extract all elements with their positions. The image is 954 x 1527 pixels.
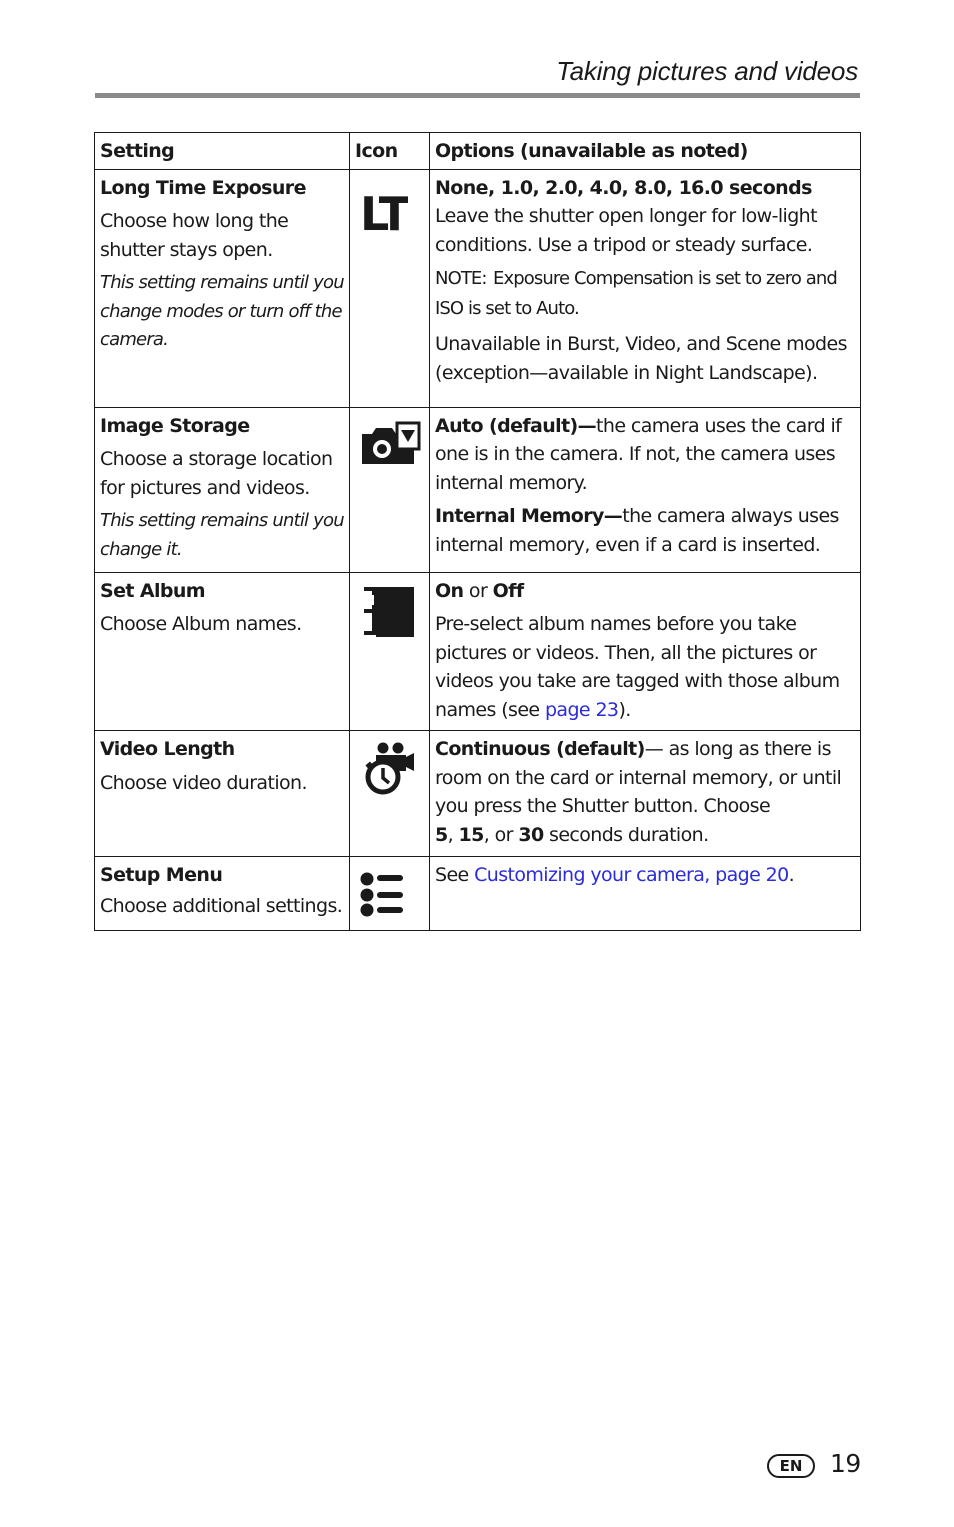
- settings-table: [94, 132, 861, 931]
- duration-15: 15: [458, 823, 484, 846]
- duration-5: 5: [435, 823, 448, 846]
- option-internal-memory-label: Internal Memory—: [435, 505, 623, 527]
- option-continuous: [435, 735, 855, 821]
- setting-description: Choose video duration.: [100, 771, 307, 794]
- setting-cell: [95, 169, 350, 407]
- icon-cell: [350, 857, 430, 931]
- option-durations: [435, 821, 855, 850]
- duration-sep-2: , or: [483, 823, 519, 846]
- setting-cell: [95, 731, 350, 857]
- option-continuous-label: Continuous (default): [435, 738, 645, 760]
- header-rule: [95, 93, 860, 98]
- setting-description: Choose Album names.: [100, 613, 302, 635]
- duration-suffix: seconds duration.: [543, 823, 709, 846]
- long-time-exposure-icon-label: LT: [360, 187, 408, 238]
- see-prefix: See: [435, 864, 475, 886]
- image-storage-icon: [358, 420, 424, 468]
- table-row: [95, 407, 861, 572]
- language-badge: EN: [767, 1454, 815, 1478]
- set-album-icon: [362, 585, 416, 639]
- icon-cell: [350, 572, 430, 731]
- setting-description: Choose a storage location for pictures and videos.: [100, 448, 333, 499]
- duration-sep-1: ,: [447, 823, 459, 846]
- setting-cell: [95, 572, 350, 731]
- note-text: Exposure Compensation is set to zero and ISO is set to Auto.: [435, 268, 837, 319]
- column-header-setting: Setting: [95, 133, 350, 170]
- option-auto-text: the camera uses the card if one is in the camera. If not, the camera uses internal memory.: [435, 414, 842, 494]
- options-cell: [430, 407, 861, 572]
- option-on: On: [435, 579, 464, 602]
- options-cell: [430, 857, 861, 931]
- table-row: [95, 857, 861, 931]
- icon-cell: [350, 731, 430, 857]
- options-text-2: Unavailable in Burst, Video, and Scene modes (exception—available in Night Landscape).: [435, 333, 847, 384]
- table-row: [95, 731, 861, 857]
- icon-cell: [350, 169, 430, 407]
- option-or: or: [463, 579, 493, 602]
- option-continuous-text: — as long as there is room on the card or internal memory, or until you press the Shutter button. Choose: [435, 738, 842, 817]
- page-number: 19: [830, 1449, 861, 1478]
- table-row: [95, 572, 861, 731]
- options-text: [435, 610, 855, 724]
- options-cell: [430, 572, 861, 731]
- icon-cell: [350, 407, 430, 572]
- setting-description: Choose additional settings.: [100, 894, 343, 917]
- options-text-before: Pre-select album names before you take pictures or videos. Then, all the pictures or videos you take are tagged with those album names (see: [435, 613, 840, 721]
- page-23-link[interactable]: page 23: [544, 698, 619, 721]
- options-title: None, 1.0, 2.0, 4.0, 8.0, 16.0 seconds: [435, 176, 812, 199]
- setting-name: Setup Menu: [100, 864, 223, 886]
- column-header-options: Options (unavailable as noted): [430, 133, 861, 170]
- option-off: Off: [492, 579, 524, 602]
- duration-30: 30: [518, 823, 544, 846]
- option-auto: [435, 412, 855, 498]
- options-text-after: ).: [618, 698, 631, 721]
- setting-cell: [95, 857, 350, 931]
- setting-cell: [95, 407, 350, 572]
- column-header-icon: Icon: [350, 133, 430, 170]
- options-cell: [430, 731, 861, 857]
- options-cell: [430, 169, 861, 407]
- see-suffix: .: [788, 864, 795, 886]
- options-text: Leave the shutter open longer for low-light conditions. Use a tripod or steady surface.: [435, 205, 817, 256]
- options-note: [435, 264, 855, 324]
- page-header-title: Taking pictures and videos: [556, 56, 858, 86]
- setting-description: Choose how long the shutter stays open.: [100, 210, 289, 261]
- setting-note: This setting remains until you change it.: [100, 510, 344, 560]
- options-text: [435, 861, 855, 890]
- option-internal-memory-text: the camera always uses internal memory, even if a card is inserted.: [435, 505, 839, 556]
- setting-note: This setting remains until you change modes or turn off the camera.: [100, 272, 344, 350]
- long-time-exposure-icon: [358, 188, 408, 238]
- table-row: [95, 169, 861, 407]
- setting-name: Long Time Exposure: [100, 176, 306, 199]
- option-internal-memory: [435, 502, 855, 559]
- table-header-row: [95, 133, 861, 170]
- setting-name: Image Storage: [100, 414, 250, 437]
- setting-name: Video Length: [100, 738, 235, 760]
- option-on-off: [435, 577, 855, 606]
- setting-name: Set Album: [100, 579, 206, 602]
- setup-menu-icon: [358, 871, 408, 919]
- video-length-icon: [364, 741, 416, 797]
- option-auto-label: Auto (default)—: [435, 414, 597, 437]
- customizing-camera-link[interactable]: Customizing your camera, page 20: [474, 864, 789, 886]
- note-label: NOTE:: [435, 268, 487, 289]
